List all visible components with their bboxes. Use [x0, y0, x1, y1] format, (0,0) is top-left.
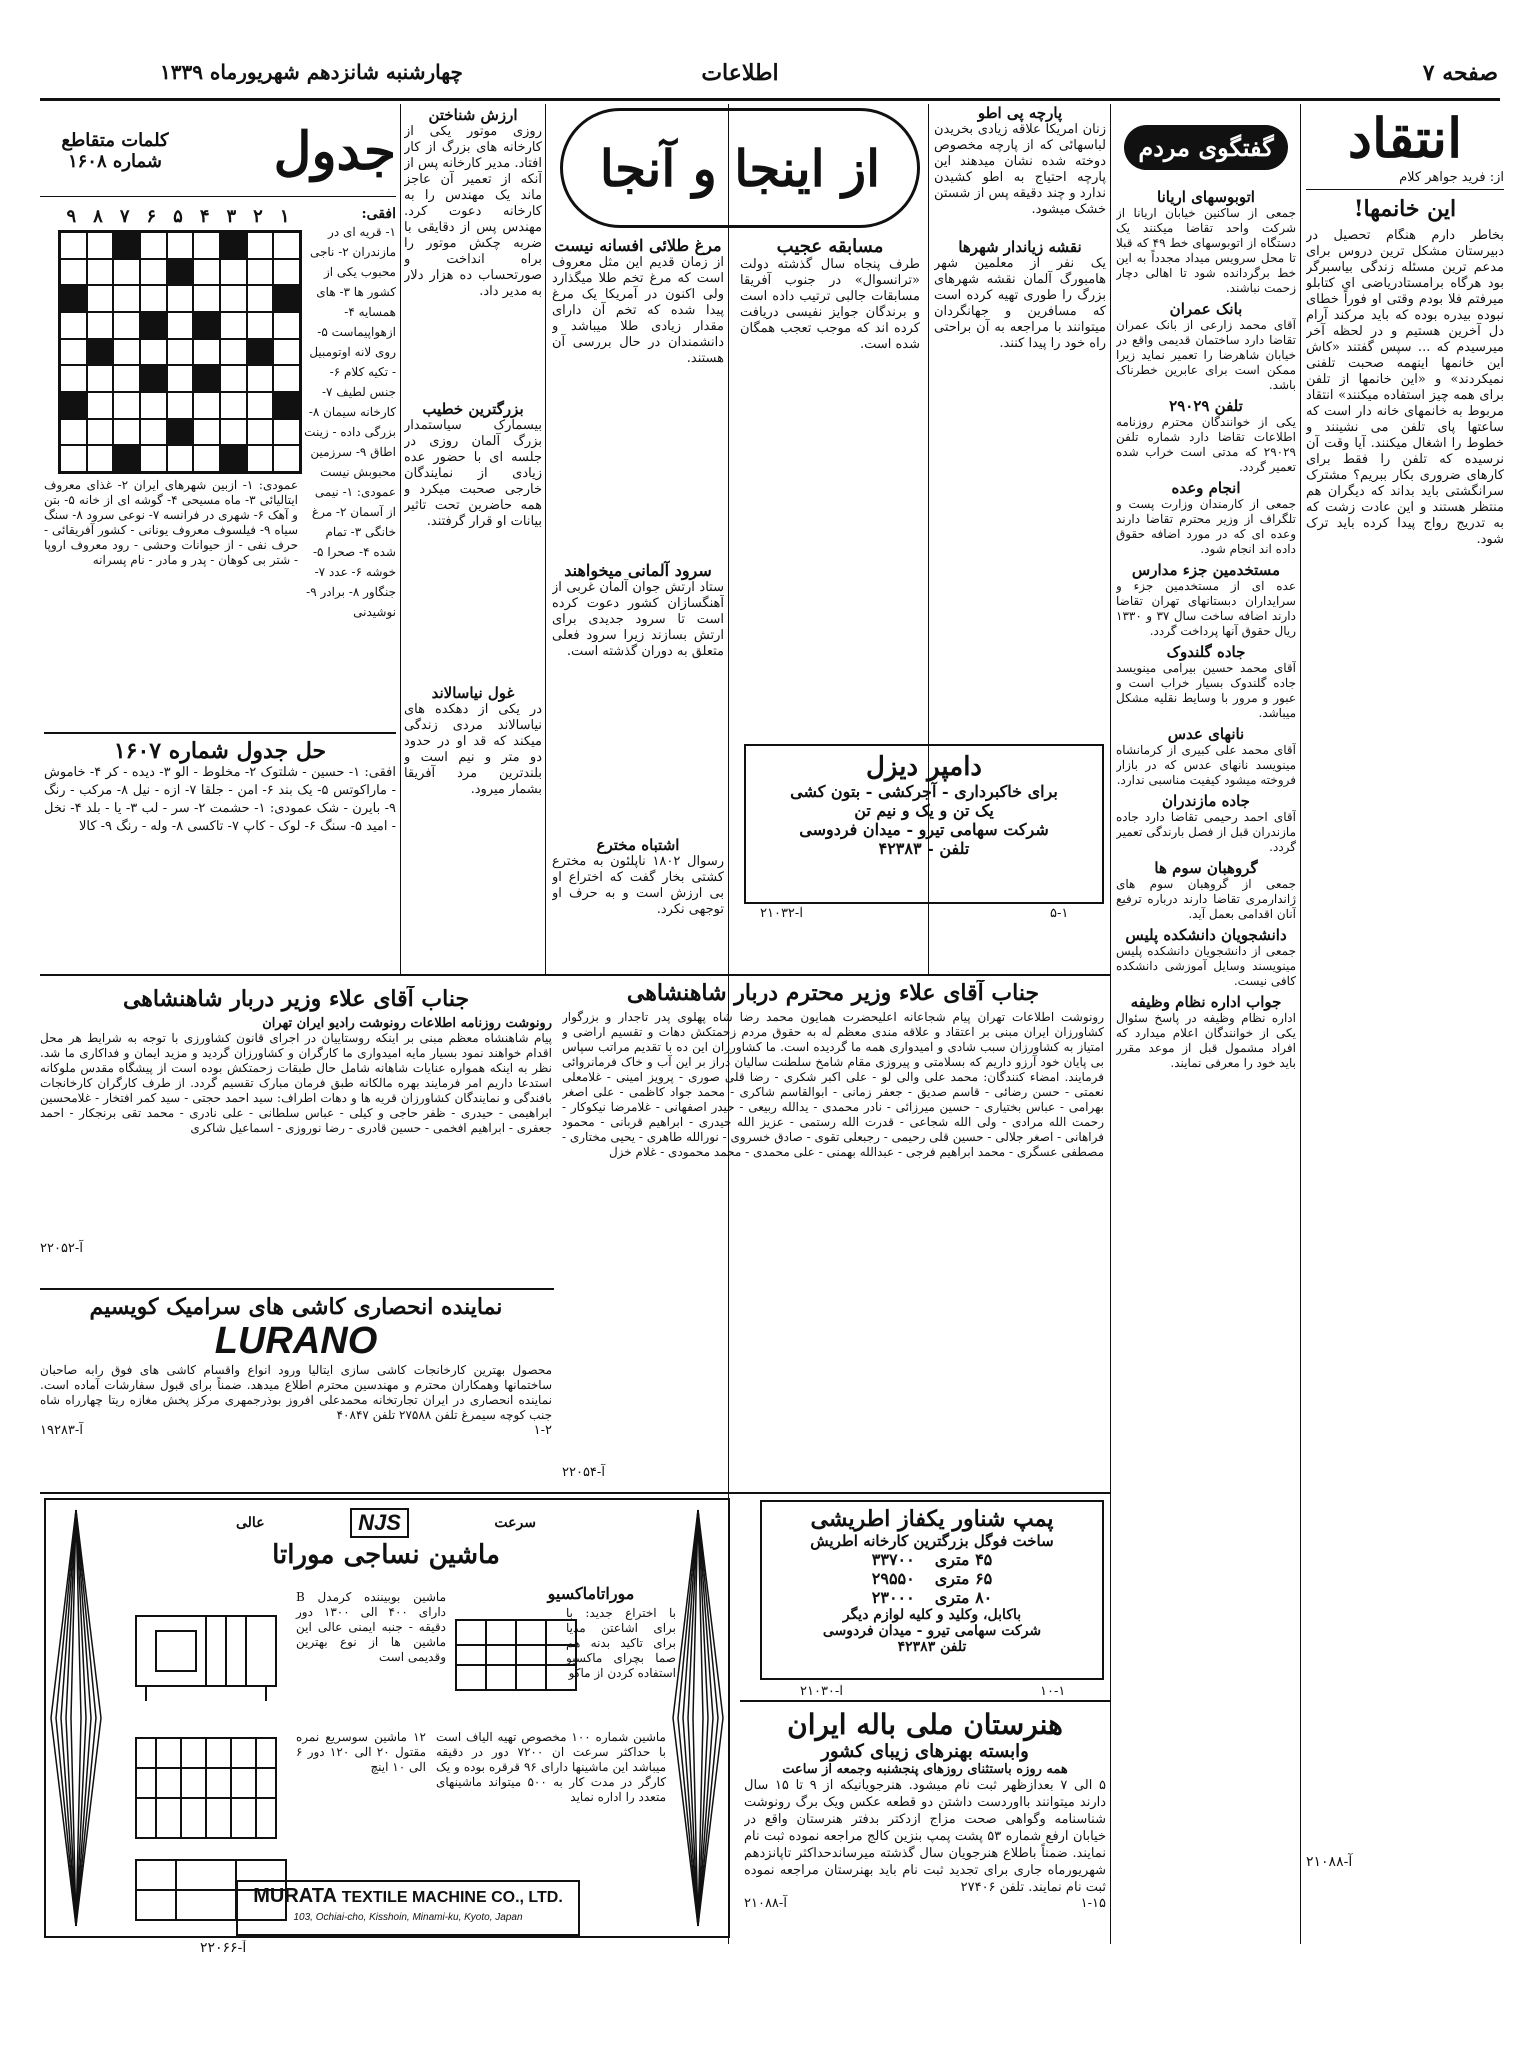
- damper-code-left: آ-۲۱۰۳۲: [760, 906, 803, 921]
- chat-item-title: تلفن ۲۹۰۲۹: [1169, 397, 1243, 415]
- crossword-black-cell: [140, 312, 167, 339]
- crossword-column-number: ۷: [119, 206, 130, 227]
- crossword-solution-body: افقی: ۱- حسین - شلتوک ۲- مخلوط - الو ۳- دیده - کر ۴- خاموش - ماراکوتس ۵- یک بند ۶- امن - جلقا ۷- ازه - نیل ۸- مرکب - رنگ ۹- بایرن - شک عمودی: ۱- حشمت ۲- سر - لب ۳- یا - بلد ۴- نخل - امید ۵- سنگ ۶- لوک - کاپ ۷- تاکسی ۸- وله - رنگ ۹- کالا: [44, 765, 396, 834]
- pump-subtitle: ساخت فوگل بزرگترین کارخانه اطریش: [810, 1532, 1054, 1550]
- chat-item: [1116, 643, 1296, 721]
- crossword-black-cell: [87, 339, 114, 366]
- chat-item: [1116, 792, 1296, 855]
- chat-item: [1116, 926, 1296, 989]
- murata-quality: عالی: [236, 1515, 265, 1531]
- ballet-ad: [744, 1708, 1106, 1944]
- damper-code-right: ۵-۱: [1050, 906, 1069, 921]
- chat-item-title: نانهای عدس: [1167, 725, 1245, 743]
- pump-code-left: آ-۲۱۰۳۰: [800, 1684, 843, 1699]
- header-paper: اطلاعات: [701, 60, 779, 86]
- col3-item-body: یک نفر از معلمین شهر هامبورگ آلمان نقشه شهرهای بزرگ را طوری تهیه کرده است که مسافرین و جهانگردان میتوانند با مراجعه به آن براحتی راه خود را پیدا کنند.: [934, 256, 1106, 351]
- murata-model: موراتاماکسیو: [547, 1584, 635, 1603]
- section-rule: [40, 1288, 554, 1290]
- crossword-cell: [273, 259, 300, 286]
- chat-item: [1116, 188, 1296, 296]
- chat-item-title: جواب اداره نظام وظیفه: [1130, 993, 1282, 1011]
- header-rule: [40, 98, 1500, 101]
- ballet-codes: [744, 1896, 1106, 1911]
- contest-body: طرف پنجاه سال گذشته دولت «ترانسوال» در جنوب آفریقا مسابقات جالبی ترتیب داده است و برندگان جوایز نفیسی دریافت کرده اند که موجب تعجب همگان شده است.: [740, 257, 920, 352]
- ballet-line: همه روزه باستثنای روزهای پنجشنبه وجمعه از ساعت: [782, 1762, 1068, 1777]
- damper-line2: یک تن و یک و نیم تن: [854, 801, 994, 820]
- crossword-cell: [193, 259, 220, 286]
- chat-item-body: آقای محمد حسین بیرامی مینویسد جاده گلندوک بسیار خراب است و عبور و مرور با وسایط نقلیه مشکل میباشد.: [1116, 661, 1296, 720]
- crossword-cell: [247, 285, 274, 312]
- crossword-cell: [167, 445, 194, 472]
- chat-item-body: جمعی از دانشجویان دانشکده پلیس مینویسند وسایل آموزشی دانشکده کافی نیست.: [1116, 944, 1296, 988]
- crossword-cell: [193, 339, 220, 366]
- crossword-column-number: ۲: [253, 206, 263, 227]
- murata-mid-text: ماشین بوبیننده کرمدل B دارای ۴۰۰ الی ۱۳۰۰ دور دقیقه - جنبه ایمنی عالی این ماشین ها از نوع بهترین وقدیمی است: [296, 1590, 447, 1664]
- lurano-brand: LURANO: [214, 1320, 378, 1362]
- crossword-cell: [140, 392, 167, 419]
- crossword-cell: [87, 419, 114, 446]
- middle-item-title: بزرگترین خطیب: [422, 400, 524, 418]
- middle-item-body: در یکی از دهکده های نیاسالاند مردی زندگی میکند که قد او در حدود دو متر و نیم است و بلندترین مرد آفریقا بشمار میرود.: [404, 702, 542, 797]
- crossword-cell: [87, 365, 114, 392]
- murata-footer: [236, 1880, 580, 1936]
- critique-byline: از: فرید جواهر کلام: [1306, 170, 1504, 190]
- pump-title: پمپ شناور یکفاز اطریشی: [810, 1506, 1054, 1532]
- notice-court-1: [40, 986, 552, 1282]
- crossword-across-title: افقی:: [361, 206, 396, 222]
- middle-item-body: بیسمارک سیاستمدار بزرگ آلمان روزی در جلسه ای با حضور عده زیادی از نمایندگان خارجی صحبت میکرد و همه حاضرین تحت تاثیر بیانات او قرار گرفتند.: [404, 418, 542, 529]
- murata-mark: NJS: [350, 1508, 409, 1538]
- crossword-cell: [87, 312, 114, 339]
- pump-price: ۳۳۷۰۰: [871, 1550, 915, 1569]
- crossword-clues: ۱- قریه ای در مازندران ۲- ناجی محبوب یکی از کشور ها ۳- های همسایه ۴- ازهواپیماست ۵- روی لانه اوتومبیل - تکیه کلام ۶- جنس لطیف ۷- کارخانه سیمان ۸- بزرگی داده - زینت اطاق ۹- سرزمین محبوبش نیست عمودی: ۱- نیمی از آسمان ۲- مرغ خانگی ۳- تمام شده ۴- صحرا ۵- خوشه ۶- عدد ۷- جنگاور ۸- برادر ۹- نوشیدنی: [304, 225, 396, 619]
- chat-item-title: انجام وعده: [1171, 479, 1241, 497]
- chat-item-body: عده ای از مستخدمین جزء و سرایداران دبستانهای تهران تقاضا دارند اضافه ساخت سال ۳۷ و ۱۳۳۰ ریال حقوق آنها پرداخت گردد.: [1116, 579, 1296, 638]
- column-divider: [1110, 104, 1111, 1944]
- middle-banner-text: از اینجا و آنجا: [599, 138, 881, 198]
- col3-item: [934, 238, 1106, 716]
- column-divider: [545, 104, 546, 974]
- crossword-cell: [247, 445, 274, 472]
- notice2-code: آ-۲۲۰۵۴: [562, 1465, 605, 1480]
- chat-item: [1116, 993, 1296, 1071]
- chat-item-body: یکی از خوانندگان محترم روزنامه اطلاعات تقاضا دارد شماره تلفن ۲۹۰۲۹ که مدتی است خراب شده تعمیر گردد.: [1116, 415, 1296, 474]
- murata-title: ماشین نساجی موراتا: [272, 1540, 500, 1570]
- crossword-column-number: ۸: [93, 206, 103, 227]
- crossword-cell: [193, 419, 220, 446]
- crossword-black-cell: [113, 232, 140, 259]
- crossword-cell: [193, 445, 220, 472]
- chat-item-body: آقای احمد رحیمی تقاضا دارد جاده مازندران قبل از فصل بارندگی تعمیر گردد.: [1116, 810, 1296, 854]
- crossword-black-cell: [60, 285, 87, 312]
- chat-item-title: دانشجویان دانشکده پلیس: [1125, 926, 1287, 944]
- chat-item-title: بانک عمران: [1169, 300, 1243, 318]
- crossword-cell: [247, 259, 274, 286]
- crossword-cell: [167, 339, 194, 366]
- chat-item-title: جاده گلندوک: [1166, 643, 1246, 661]
- crossword-cell: [140, 339, 167, 366]
- crossword-cell: [87, 259, 114, 286]
- crossword-cell: [273, 232, 300, 259]
- crossword-black-cell: [113, 445, 140, 472]
- crossword-solution: [44, 738, 396, 968]
- crossword-cell: [140, 259, 167, 286]
- pump-price-row: [766, 1550, 1098, 1569]
- pump-price: ۲۹۵۵۰: [871, 1569, 915, 1588]
- murata-footer-address: 103, Ochiai-cho, Kisshoin, Minami-ku, Kyoto, Japan: [293, 1912, 523, 1923]
- col3-item-title: پارچه پی اطو: [977, 104, 1063, 122]
- contest-title: مسابقه عجیب: [776, 236, 884, 257]
- lurano-code-left: آ-۱۹۲۸۳: [40, 1423, 83, 1438]
- murata-side-ornament: [46, 1500, 106, 1936]
- crossword-cell: [220, 285, 247, 312]
- crossword-black-cell: [220, 445, 247, 472]
- crossword-cell: [247, 232, 274, 259]
- crossword-cell: [167, 392, 194, 419]
- murata-bottom-text: ماشین شماره ۱۰۰ مخصوص تهیه الیاف است با حداکثر سرعت ان ۷۲۰۰ دور در دقیقه میباشد این ماشینها دارای ۹۶ قرقره بوده و یک کارگر در مدت کار به ۵۰۰ میتواند ماشینهای متعدد را اداره نماید: [436, 1730, 667, 1804]
- middle-item-body: ستاد ارتش جوان آلمان غربی از آهنگسازان کشور دعوت کرده است تا سرود جدیدی برای ارتش بسازند زیرا سرود فعلی متعلق به دوران گذشته است.: [552, 580, 724, 659]
- loom-machine-image: [126, 1596, 296, 1706]
- lurano-title: نماینده انحصاری کاشی های سرامیک کویسیم: [89, 1294, 503, 1320]
- middle-item-title: اشتباه مخترع: [596, 836, 680, 854]
- middle-item-title: غول نیاسالاند: [431, 684, 515, 702]
- chat-item-body: اداره نظام وظیفه در پاسخ سئوال یکی از خوانندگان اعلام میدارد که افراد مشمول قبل از موعد مقرر باید خود را معرفی نمایند.: [1116, 1011, 1296, 1070]
- crossword-cell: [220, 259, 247, 286]
- crossword-title: جدول: [273, 120, 396, 182]
- chat-item-body: جمعی از گروهبان سوم های ژاندارمری تقاضا دارند درباره ترفیع آنان اقدامی بعمل آید.: [1116, 877, 1296, 921]
- ballet-code-left: آ-۲۱۰۸۸: [744, 1896, 787, 1911]
- crossword-black-cell: [273, 285, 300, 312]
- middle-item-body: روزی موتور یکی از کارخانه های بزرگ از کار افتاد. مدیر کارخانه پس از آنکه از تعمیر آن عاجز ماند یک مهندس را به کارخانه دعوت کرد. مهندس پس از دقایقی با ضربه چکش موتور را براه انداخت و صورتحساب ده هزار دلار به مدیر داد.: [404, 124, 542, 299]
- crossword-clues-copy: عمودی: ۱- ازبین شهرهای ایران ۲- غذای معروف ایتالیائی ۳- ماه مسیحی ۴- گوشه ای از خانه ۵- بتن و آهک ۶- شهری در فرانسه ۷- نوعی سرود ۸- سنگ سیاه ۹- فیلسوف معروف یونانی - کشور آفریقائی - حرف نفی - از حیوانات وحشی - رود معروف اروپا - شتر بی کوهان - پدر و مادر - نام پسرانه: [44, 478, 298, 567]
- crossword-clues-extra: [44, 478, 298, 728]
- crossword-solution-title: حل جدول شماره ۱۶۰۷: [113, 738, 327, 764]
- column-divider: [400, 104, 401, 974]
- ballet-title: هنرستان ملی باله ایران: [787, 1708, 1063, 1741]
- crossword-black-cell: [167, 419, 194, 446]
- crossword-cell: [87, 392, 114, 419]
- lurano-code-right: ۱-۲: [533, 1423, 552, 1438]
- crossword-cell: [273, 339, 300, 366]
- chat-list: [1116, 188, 1296, 1071]
- chat-item: [1116, 397, 1296, 475]
- crossword-grid: [58, 230, 302, 474]
- notice1-title: جناب آقای علاء وزیر دربار شاهنشاهی: [122, 986, 470, 1012]
- chat-item-body: آقای محمد زارعی از بانک عمران تقاضا دارد ساختمان قدیمی واقع در خیابان شاهرضا را تعمیر نماید زیرا ممکن است برای عابرین خطرناک باشد.: [1116, 318, 1296, 392]
- crossword-cell: [60, 365, 87, 392]
- crossword-black-cell: [193, 312, 220, 339]
- crossword-cell: [113, 365, 140, 392]
- lurano-codes: [40, 1423, 552, 1438]
- crossword-cell: [60, 445, 87, 472]
- crossword-cell: [220, 312, 247, 339]
- damper-title: دامپر دیزل: [865, 752, 983, 782]
- crossword-numbers: [58, 206, 298, 228]
- crossword-cell: [87, 445, 114, 472]
- murata-side-ornament: [668, 1500, 728, 1936]
- middle-item-title: مرغ طلائی افسانه نیست: [554, 236, 722, 255]
- damper-line1: برای خاکبرداری - آجرکشی - بتون کشی: [790, 782, 1058, 801]
- crossword-cell: [113, 312, 140, 339]
- pump-size: ۶۵ متری: [934, 1569, 993, 1588]
- section-rule: [40, 1492, 1110, 1494]
- crossword-rule: [44, 732, 396, 734]
- pump-size: ۸۰ متری: [934, 1588, 993, 1607]
- crossword-black-cell: [60, 392, 87, 419]
- pump-price-table: [766, 1550, 1098, 1607]
- crossword-cell: [60, 259, 87, 286]
- crossword-cell: [113, 392, 140, 419]
- crossword-cell: [60, 339, 87, 366]
- chat-column: [1116, 106, 1296, 1942]
- crossword-cell: [247, 312, 274, 339]
- column-divider: [1300, 104, 1301, 1944]
- crossword-black-cell: [140, 365, 167, 392]
- crossword-cell: [193, 232, 220, 259]
- col3-column: [934, 104, 1106, 754]
- chat-logo: [1116, 106, 1296, 188]
- crossword-cell: [113, 419, 140, 446]
- notice1-body: پیام شاهنشاه معظم مبنی بر اینکه روستاییان در اجرای قانون کشاورزی با توجه به شرایط هر محل اقدام خواهند نمود بسیار مایه امیدواری ما کارگران و کشاورزان گردید و مزید ایمان و فداکاری ما شد. نظر به اینکه همواره عنایات شاهانه شامل حال طبقات زحمتکش بوده است از پیشگاه مقدس ملوکانه استدعا داریم امر فرمایند بهره مالکانه طبق فرمان مبارک تقسیم گردد. از طرف کارگران کارخانجات بافندگی و نمایندگان کشاورزان قریه ها و دهات اطراف: سید احمد حجتی - سید کمر افتخار - غلامحسین ابراهیمی - حیدری - ظفر حاجی و کیلی - عباس سلطانی - علی نادری - محمد تقی برنجکار - احمد جعفری - ابراهیم افخمی - حسین قادری - رضا نوروزی - اسماعیل شاکری: [40, 1031, 552, 1135]
- crossword-cell: [193, 285, 220, 312]
- crossword-cell: [113, 259, 140, 286]
- crossword-cell: [273, 312, 300, 339]
- chat-item-title: گروهبان سوم ها: [1154, 859, 1258, 877]
- crossword-cell: [273, 445, 300, 472]
- ballet-subtitle: وابسته بهنرهای زیبای کشور: [821, 1741, 1029, 1762]
- critique-column: [1306, 106, 1504, 1946]
- murata-footer-brand: MURATA: [253, 1885, 337, 1907]
- murata-speed: سرعت: [494, 1515, 536, 1531]
- chat-item-body: جمعی از ساکنین خیابان اریانا از شرکت واحد تقاضا میکنند یک دستگاه از اتوبوسهای خط ۴۹ که قبلا تا محل سرویس میداد مجدداً به این خط برگردانده شود تا اهالی دچار زحمت نباشند.: [1116, 206, 1296, 295]
- crossword-cell: [167, 312, 194, 339]
- pump-company: شرکت سهامی تیرو - میدان فردوسی: [822, 1623, 1042, 1639]
- crossword-cell: [60, 232, 87, 259]
- crossword-black-cell: [247, 339, 274, 366]
- col3-item-title: نقشه زیاندار شهرها: [958, 238, 1082, 256]
- notice1-code: آ-۲۲۰۵۲: [40, 1241, 83, 1256]
- crossword-column-number: ۶: [146, 206, 157, 227]
- chat-item: [1116, 479, 1296, 557]
- middle-articles: [552, 236, 724, 966]
- notice1-subtitle: رونوشت روزنامه اطلاعات رونوشت رادیو ایران تهران: [262, 1016, 552, 1031]
- chat-item-title: جاده مازندران: [1162, 792, 1250, 810]
- contest-article: [740, 236, 920, 756]
- pump-phone: تلفن ۴۲۳۸۳: [897, 1639, 967, 1655]
- crossword-column-number: ۴: [199, 206, 210, 227]
- crossword-cell: [247, 365, 274, 392]
- crossword-black-cell: [167, 259, 194, 286]
- lurano-body: محصول بهترین کارخانجات کاشی سازی ایتالیا ورود انواع واقسام کاشی های فوق رابه صاحبان ساختمانها وهمکاران محترم و مهندسین محترم اطلاع میدهد. ضمناً برای قبول سفارشات آماده است. نماینده انحصاری در ایران تجارتخانه محمدعلی افروز بوذرجمهری مرکز پخش مغازه ریتا چهارراه شاه جنب کوچه سیمرغ تلفن ۲۷۵۸۸ تلفن ۴۰۸۴۷: [40, 1363, 552, 1422]
- chat-logo-badge: گفتگوی مردم: [1124, 125, 1287, 170]
- crossword-cell: [220, 392, 247, 419]
- middle-item-title: ارزش شناختن: [428, 106, 518, 124]
- crossword-cell: [140, 445, 167, 472]
- notice2-body: رونوشت اطلاعات تهران پیام شجاعانه اعلیحضرت همایون محمد رضا شاه پهلوی پدر تاجدار و بزرگوار کشاورزان ایران مبنی بر اعتقاد و علاقه مندی معظم له به حقوق مردم زحمتکش دهات و تقسیم اراضی و امتیاز به کشاورزان سبب شادی و امیدواری همه ما گردیده است. ما کشاورزان این ده با تقدیم مراتب سپاس بی پایان خود آرزو داریم که بسلامتی و پیروزی مقام شامخ سلطنت سالیان دراز بر این آب و خاک فرمانروائی فرمایند. امضاء کنندگان: محمد علی والی لو - علی اکبر شکری - رضا قلی صوری - پرویز امینی - غلامعلی نعمتی - حسن رضائی - قاسم صدیق - جعفر زمانی - ابوالقاسم شاکری - محمد جواد کاظمی - علی اصغر بهرامی - عباس بختیاری - حسین میرزائی - نادر محمدی - یدالله ربیعی - حیدر اصفهانی - غلامرضا نیکوکار - رحمت الله مرادی - ولی الله شجاعی - قدرت الله رستمی - عزیز الله حیدری - ابراهیم قربانی - محمود فراهانی - اصغر جلالی - حسین قلی رحیمی - رجبعلی تقوی - صادق خسروی - نورالله طاهری - یحیی مختاری - مصطفی عسگری - محمد ابراهیم فرجی - عبدالله بهمنی - علی محمدی - محمد محمودی - غلام خزل: [562, 1010, 1104, 1159]
- crossword-cell: [167, 365, 194, 392]
- crossword-black-cell: [273, 392, 300, 419]
- chat-item: [1116, 561, 1296, 639]
- chat-item: [1116, 725, 1296, 788]
- middle-item-body: از زمان قدیم این مثل معروف است که مرغ تخم طلا میگذارد ولی اکنون در آمریکا یک مرغ پیدا شده که تخم آن دارای مقدار زیادی طلا میباشد و دانشمندان در حال بررسی آن هستند.: [552, 255, 724, 366]
- section-rule: [740, 1700, 1110, 1702]
- ballet-code-right: ۱-۱۵: [1080, 1896, 1106, 1911]
- crossword-cell: [273, 419, 300, 446]
- header-date: چهارشنبه شانزدهم شهریورماه ۱۳۳۹: [160, 60, 463, 84]
- col3-item-body: زنان امریکا علاقه زیادی بخریدن لباسهائی که از پارچه مخصوص دوخته شده نشان میدهند این پارچه احتیاج به اطو کشیدن ندارد و چند دقیقه پس از شستن خشک میشود.: [934, 122, 1106, 217]
- crossword-cell: [113, 285, 140, 312]
- crossword-cell: [247, 392, 274, 419]
- chat-item-title: مستخدمین جزء مدارس: [1131, 561, 1281, 579]
- crossword-cell: [60, 312, 87, 339]
- damper-line4: تلفن - ۴۲۳۸۳: [878, 839, 970, 858]
- bobbin-machine-image: [446, 1600, 596, 1710]
- murata-footer-name: [238, 1882, 578, 1912]
- lurano-ad: [40, 1294, 552, 1484]
- murata-code: آ-۲۲۰۶۶: [200, 1940, 247, 1956]
- crossword-cell: [220, 419, 247, 446]
- middle-banner: [560, 108, 920, 228]
- crossword-clues-column: [302, 206, 396, 626]
- crossword-cell: [247, 419, 274, 446]
- crossword-heading: [40, 106, 396, 197]
- chat-item-title: اتوبوسهای اریانا: [1157, 188, 1255, 206]
- chat-item-body: جمعی از کارمندان وزارت پست و تلگراف از وزیر محترم تقاضا دارند وعده ای که در مورد اضافه حقوق داده اند انجام شود.: [1116, 497, 1296, 556]
- crossword-cell: [193, 392, 220, 419]
- crossword-column-number: ۳: [226, 206, 237, 227]
- chat-item: [1116, 859, 1296, 922]
- middle-item-title: سرود آلمانی میخواهند: [564, 561, 712, 580]
- crossword-cell: [140, 285, 167, 312]
- crossword-cell: [273, 365, 300, 392]
- crossword-cell: [87, 285, 114, 312]
- section-rule: [40, 974, 1110, 976]
- pump-size: ۴۵ متری: [934, 1550, 993, 1569]
- notice2-title: جناب آقای علاء وزیر محترم دربار شاهنشاهی: [626, 980, 1040, 1006]
- crossword-cell: [167, 285, 194, 312]
- pump-extra: باکابل، وکلید و کلیه لوازم دیگر: [842, 1607, 1022, 1623]
- chat-item: [1116, 300, 1296, 393]
- pump-price: ۲۳۰۰۰: [871, 1588, 915, 1607]
- spinning-machine-image: [126, 1728, 286, 1858]
- pump-ad: [760, 1500, 1104, 1680]
- damper-line3: شرکت سهامی تیرو - میدان فردوسی: [799, 820, 1049, 839]
- middle-item-body: رسوال ۱۸۰۲ ناپلئون به مخترع کشتی بخار گفت که اختراع او بی ارزش است و به حرف او توجهی نکرد.: [552, 854, 724, 917]
- critique-code: آ-۲۱۰۸۸: [1306, 1854, 1353, 1870]
- critique-title: این خانمها!: [1353, 196, 1457, 222]
- notice-court-2: [562, 980, 1104, 1488]
- crossword-cell: [140, 419, 167, 446]
- crossword-cell: [87, 232, 114, 259]
- crossword-cell: [113, 339, 140, 366]
- murata-topline: [236, 1508, 536, 1538]
- pump-code-right: ۱۰-۱: [1040, 1684, 1066, 1699]
- crossword-cell: [220, 365, 247, 392]
- chat-item-body: آقای محمد علی کبیری از کرمانشاه مینویسد نانهای عدس که در بازار فروخته میشود کیفیت مناسبی ندارد.: [1116, 743, 1296, 787]
- header-page: صفحه ۷: [1422, 60, 1498, 86]
- pump-price-row: [766, 1588, 1098, 1607]
- crossword-column-number: ۹: [66, 206, 77, 227]
- crossword-black-cell: [193, 365, 220, 392]
- ballet-body: ۵ الی ۷ بعدازظهر ثبت نام میشود. هنرجویانیکه از ۹ تا ۱۵ سال دارند میتوانند بااوردست داشتن دو قطعه عکس ویک برگ رونوشت شناسنامه وگواهی صحت مزاج ازدکتر بدفتر هنرستان واقع در خیابان ارفع شماره ۵۳ پشت پمپ بنزین کالج مراجعه نموده ثبت نام نمایند. ضمناً باطلاع هنرجویان سال گذشته میرساندحداکثر تاپانزدهم شهریورماه جاری برای تجدید ثبت نام باید بهنرستان مراجعه نموده ثبت نام نمایند. تلفن ۲۷۴۰۶: [744, 1778, 1106, 1895]
- crossword-cell: [60, 419, 87, 446]
- critique-body: بخاطر دارم هنگام تحصیل در دبیرستان مشکل ترین دروس برای مدعم ترین مسئله زندگی بیاسبرگر بود هرگاه برامستادریاضی ای کتابلو میرفتم فلا بودم وقتی او فوراً خطای نبوده بیدره بوده که باید مرکند آرام دل آخرین هستیم و در لحظه آخر میرسیدم که ... سپس گفتند «کاش این خانمها اینهمه صحبت تلفنی نمیکردند» و «این خانمها از تلفن برای همه چیز استفاده میکنند» انتقاد مربوط به خانمهای خانه دار است که ساعتها پای تلفن می نشینند و خطوط را اشغال میکنند. آیا وقت آن نرسیده که تلفن را فقط برای کارهای ضروری بکار ببریم؟ مشترک سرانگشتی باید بداند که دیگران هم منتظر هستند و این عادت زشت که به تدریج رواج پیدا کرده باید ترک شود.: [1306, 228, 1504, 547]
- crossword-black-cell: [220, 232, 247, 259]
- crossword-cell: [220, 339, 247, 366]
- murata-footer-company: TEXTILE MACHINE CO., LTD.: [341, 1889, 563, 1906]
- murata-ad: [44, 1498, 730, 1938]
- critique-logo: انتقاد: [1347, 106, 1463, 170]
- crossword-cell: [140, 232, 167, 259]
- crossword-cell: [167, 232, 194, 259]
- pump-price-row: [766, 1569, 1098, 1588]
- crossword-subtitle: کلمات متقاطع شماره ۱۶۰۸: [61, 130, 169, 172]
- crossword-column-number: ۱: [279, 206, 290, 227]
- murata-right-text: ۱۲ ماشین سوسریع نمره مقتول ۲۰ الی ۱۲۰ دور ۶ الی ۱۰ اینچ: [296, 1730, 426, 1774]
- crossword-column-number: ۵: [173, 206, 183, 227]
- murata-left-text: با اختراع جدید: با برای اشاعتن مدیا برای تاکید بدنه هم صما بچرای ماکسیو استفاده کردن از ماکو: [566, 1606, 676, 1680]
- left-articles: [404, 106, 542, 966]
- damper-ad: [744, 744, 1104, 904]
- col3-item: [934, 104, 1106, 232]
